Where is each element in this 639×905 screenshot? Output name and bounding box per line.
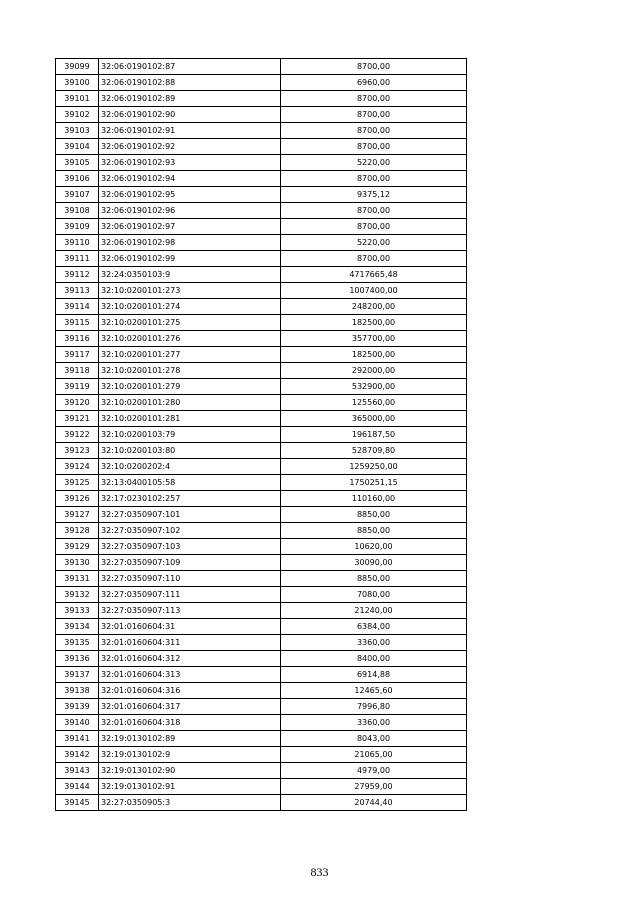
cadastral-number-cell: 32:06:0190102:87 — [99, 59, 281, 75]
table-row — [56, 475, 467, 491]
table-row — [56, 251, 467, 267]
table-row — [56, 427, 467, 443]
cadastral-number-cell: 32:06:0190102:89 — [99, 91, 281, 107]
table-row — [56, 539, 467, 555]
row-number-cell: 39144 — [56, 779, 99, 795]
value-cell: 532900,00 — [281, 379, 467, 395]
cadastral-number-cell: 32:27:0350907:101 — [99, 507, 281, 523]
table-row — [56, 651, 467, 667]
value-cell: 6914,88 — [281, 667, 467, 683]
cadastral-number-cell: 32:24:0350103:9 — [99, 267, 281, 283]
value-cell: 357700,00 — [281, 331, 467, 347]
table-row — [56, 363, 467, 379]
table-row — [56, 379, 467, 395]
row-number-cell: 39124 — [56, 459, 99, 475]
table-row — [56, 699, 467, 715]
row-number-cell: 39107 — [56, 187, 99, 203]
cadastral-number-cell: 32:01:0160604:311 — [99, 635, 281, 651]
value-cell: 3360,00 — [281, 635, 467, 651]
cadastral-number-cell: 32:01:0160604:318 — [99, 715, 281, 731]
cadastral-number-cell: 32:06:0190102:91 — [99, 123, 281, 139]
cadastral-number-cell: 32:10:0200103:79 — [99, 427, 281, 443]
value-cell: 125560,00 — [281, 395, 467, 411]
row-number-cell: 39113 — [56, 283, 99, 299]
table-row — [56, 187, 467, 203]
cadastral-number-cell: 32:27:0350905:3 — [99, 795, 281, 811]
row-number-cell: 39140 — [56, 715, 99, 731]
row-number-cell: 39122 — [56, 427, 99, 443]
row-number-cell: 39132 — [56, 587, 99, 603]
cadastral-number-cell: 32:19:0130102:91 — [99, 779, 281, 795]
value-cell: 8700,00 — [281, 123, 467, 139]
row-number-cell: 39112 — [56, 267, 99, 283]
cadastral-number-cell: 32:10:0200202:4 — [99, 459, 281, 475]
cadastral-number-cell: 32:01:0160604:313 — [99, 667, 281, 683]
table-row — [56, 347, 467, 363]
table-row — [56, 507, 467, 523]
table-row — [56, 587, 467, 603]
value-cell: 21065,00 — [281, 747, 467, 763]
row-number-cell: 39119 — [56, 379, 99, 395]
table-row — [56, 155, 467, 171]
row-number-cell: 39115 — [56, 315, 99, 331]
value-cell: 110160,00 — [281, 491, 467, 507]
table-row — [56, 763, 467, 779]
value-cell: 3360,00 — [281, 715, 467, 731]
cadastral-value-table — [55, 58, 467, 811]
table-row — [56, 715, 467, 731]
cadastral-number-cell: 32:27:0350907:111 — [99, 587, 281, 603]
table-row — [56, 619, 467, 635]
table-row — [56, 203, 467, 219]
cadastral-number-cell: 32:06:0190102:95 — [99, 187, 281, 203]
page-number: 833 — [310, 865, 329, 879]
table-row — [56, 235, 467, 251]
cadastral-number-cell: 32:27:0350907:113 — [99, 603, 281, 619]
table-row — [56, 571, 467, 587]
cadastral-number-cell: 32:01:0160604:31 — [99, 619, 281, 635]
table-row — [56, 459, 467, 475]
value-cell: 248200,00 — [281, 299, 467, 315]
cadastral-number-cell: 32:10:0200101:278 — [99, 363, 281, 379]
value-cell: 8700,00 — [281, 203, 467, 219]
row-number-cell: 39134 — [56, 619, 99, 635]
cadastral-number-cell: 32:17:0230102:257 — [99, 491, 281, 507]
value-cell: 292000,00 — [281, 363, 467, 379]
value-cell: 7080,00 — [281, 587, 467, 603]
table-row — [56, 107, 467, 123]
value-cell: 1750251,15 — [281, 475, 467, 491]
cadastral-number-cell: 32:06:0190102:96 — [99, 203, 281, 219]
table-row — [56, 395, 467, 411]
cadastral-number-cell: 32:01:0160604:312 — [99, 651, 281, 667]
value-cell: 4717665,48 — [281, 267, 467, 283]
table-row — [56, 331, 467, 347]
cadastral-number-cell: 32:06:0190102:99 — [99, 251, 281, 267]
row-number-cell: 39120 — [56, 395, 99, 411]
row-number-cell: 39135 — [56, 635, 99, 651]
value-cell: 27959,00 — [281, 779, 467, 795]
row-number-cell: 39136 — [56, 651, 99, 667]
value-cell: 8850,00 — [281, 571, 467, 587]
table-row — [56, 123, 467, 139]
value-cell: 9375,12 — [281, 187, 467, 203]
table-row — [56, 267, 467, 283]
cadastral-number-cell: 32:10:0200101:274 — [99, 299, 281, 315]
row-number-cell: 39143 — [56, 763, 99, 779]
row-number-cell: 39116 — [56, 331, 99, 347]
row-number-cell: 39141 — [56, 731, 99, 747]
value-cell: 182500,00 — [281, 315, 467, 331]
row-number-cell: 39101 — [56, 91, 99, 107]
row-number-cell: 39142 — [56, 747, 99, 763]
cadastral-number-cell: 32:19:0130102:90 — [99, 763, 281, 779]
cadastral-number-cell: 32:13:0400105:58 — [99, 475, 281, 491]
table-row — [56, 75, 467, 91]
value-cell: 1007400,00 — [281, 283, 467, 299]
value-cell: 8700,00 — [281, 139, 467, 155]
table-body — [56, 59, 467, 811]
table-row — [56, 603, 467, 619]
cadastral-number-cell: 32:19:0130102:9 — [99, 747, 281, 763]
cadastral-number-cell: 32:10:0200101:281 — [99, 411, 281, 427]
table-row — [56, 667, 467, 683]
value-cell: 8700,00 — [281, 91, 467, 107]
value-cell: 4979,00 — [281, 763, 467, 779]
row-number-cell: 39108 — [56, 203, 99, 219]
value-cell: 6960,00 — [281, 75, 467, 91]
table-row — [56, 139, 467, 155]
table-row — [56, 747, 467, 763]
row-number-cell: 39145 — [56, 795, 99, 811]
table-row — [56, 635, 467, 651]
row-number-cell: 39123 — [56, 443, 99, 459]
value-cell: 20744,40 — [281, 795, 467, 811]
cadastral-number-cell: 32:06:0190102:92 — [99, 139, 281, 155]
row-number-cell: 39138 — [56, 683, 99, 699]
table-row — [56, 523, 467, 539]
cadastral-number-cell: 32:10:0200101:275 — [99, 315, 281, 331]
cadastral-number-cell: 32:27:0350907:103 — [99, 539, 281, 555]
row-number-cell: 39110 — [56, 235, 99, 251]
value-cell: 8850,00 — [281, 507, 467, 523]
table-row — [56, 283, 467, 299]
value-cell: 8850,00 — [281, 523, 467, 539]
row-number-cell: 39111 — [56, 251, 99, 267]
row-number-cell: 39114 — [56, 299, 99, 315]
row-number-cell: 39106 — [56, 171, 99, 187]
value-cell: 196187,50 — [281, 427, 467, 443]
cadastral-number-cell: 32:27:0350907:109 — [99, 555, 281, 571]
cadastral-number-cell: 32:06:0190102:94 — [99, 171, 281, 187]
cadastral-number-cell: 32:27:0350907:102 — [99, 523, 281, 539]
table-row — [56, 171, 467, 187]
table-row — [56, 555, 467, 571]
value-cell: 21240,00 — [281, 603, 467, 619]
row-number-cell: 39105 — [56, 155, 99, 171]
cadastral-number-cell: 32:10:0200101:273 — [99, 283, 281, 299]
value-cell: 7996,80 — [281, 699, 467, 715]
cadastral-number-cell: 32:06:0190102:90 — [99, 107, 281, 123]
table-row — [56, 59, 467, 75]
cadastral-number-cell: 32:10:0200101:277 — [99, 347, 281, 363]
row-number-cell: 39103 — [56, 123, 99, 139]
row-number-cell: 39129 — [56, 539, 99, 555]
value-cell: 8400,00 — [281, 651, 467, 667]
row-number-cell: 39128 — [56, 523, 99, 539]
table-row — [56, 411, 467, 427]
row-number-cell: 39100 — [56, 75, 99, 91]
row-number-cell: 39127 — [56, 507, 99, 523]
cadastral-number-cell: 32:01:0160604:317 — [99, 699, 281, 715]
row-number-cell: 39109 — [56, 219, 99, 235]
value-cell: 182500,00 — [281, 347, 467, 363]
row-number-cell: 39139 — [56, 699, 99, 715]
cadastral-number-cell: 32:10:0200101:280 — [99, 395, 281, 411]
table-row — [56, 779, 467, 795]
table-row — [56, 299, 467, 315]
value-cell: 8700,00 — [281, 107, 467, 123]
value-cell: 8700,00 — [281, 171, 467, 187]
table-row — [56, 731, 467, 747]
row-number-cell: 39117 — [56, 347, 99, 363]
cadastral-number-cell: 32:10:0200103:80 — [99, 443, 281, 459]
row-number-cell: 39131 — [56, 571, 99, 587]
row-number-cell: 39099 — [56, 59, 99, 75]
value-cell: 528709,80 — [281, 443, 467, 459]
value-cell: 8700,00 — [281, 59, 467, 75]
row-number-cell: 39133 — [56, 603, 99, 619]
value-cell: 1259250,00 — [281, 459, 467, 475]
value-cell: 8700,00 — [281, 251, 467, 267]
table-row — [56, 795, 467, 811]
row-number-cell: 39130 — [56, 555, 99, 571]
value-cell: 8043,00 — [281, 731, 467, 747]
cadastral-number-cell: 32:19:0130102:89 — [99, 731, 281, 747]
value-cell: 5220,00 — [281, 155, 467, 171]
value-cell: 365000,00 — [281, 411, 467, 427]
table-row — [56, 683, 467, 699]
row-number-cell: 39104 — [56, 139, 99, 155]
table-row — [56, 219, 467, 235]
row-number-cell: 39125 — [56, 475, 99, 491]
value-cell: 30090,00 — [281, 555, 467, 571]
cadastral-number-cell: 32:27:0350907:110 — [99, 571, 281, 587]
cadastral-number-cell: 32:06:0190102:98 — [99, 235, 281, 251]
cadastral-number-cell: 32:06:0190102:88 — [99, 75, 281, 91]
table-row — [56, 91, 467, 107]
row-number-cell: 39126 — [56, 491, 99, 507]
row-number-cell: 39137 — [56, 667, 99, 683]
cadastral-number-cell: 32:01:0160604:316 — [99, 683, 281, 699]
value-cell: 5220,00 — [281, 235, 467, 251]
value-cell: 8700,00 — [281, 219, 467, 235]
value-cell: 10620,00 — [281, 539, 467, 555]
table-row — [56, 491, 467, 507]
row-number-cell: 39102 — [56, 107, 99, 123]
row-number-cell: 39121 — [56, 411, 99, 427]
cadastral-number-cell: 32:10:0200101:276 — [99, 331, 281, 347]
table-row — [56, 443, 467, 459]
cadastral-number-cell: 32:06:0190102:93 — [99, 155, 281, 171]
value-cell: 6384,00 — [281, 619, 467, 635]
cadastral-number-cell: 32:06:0190102:97 — [99, 219, 281, 235]
table-row — [56, 315, 467, 331]
row-number-cell: 39118 — [56, 363, 99, 379]
cadastral-number-cell: 32:10:0200101:279 — [99, 379, 281, 395]
value-cell: 12465,60 — [281, 683, 467, 699]
